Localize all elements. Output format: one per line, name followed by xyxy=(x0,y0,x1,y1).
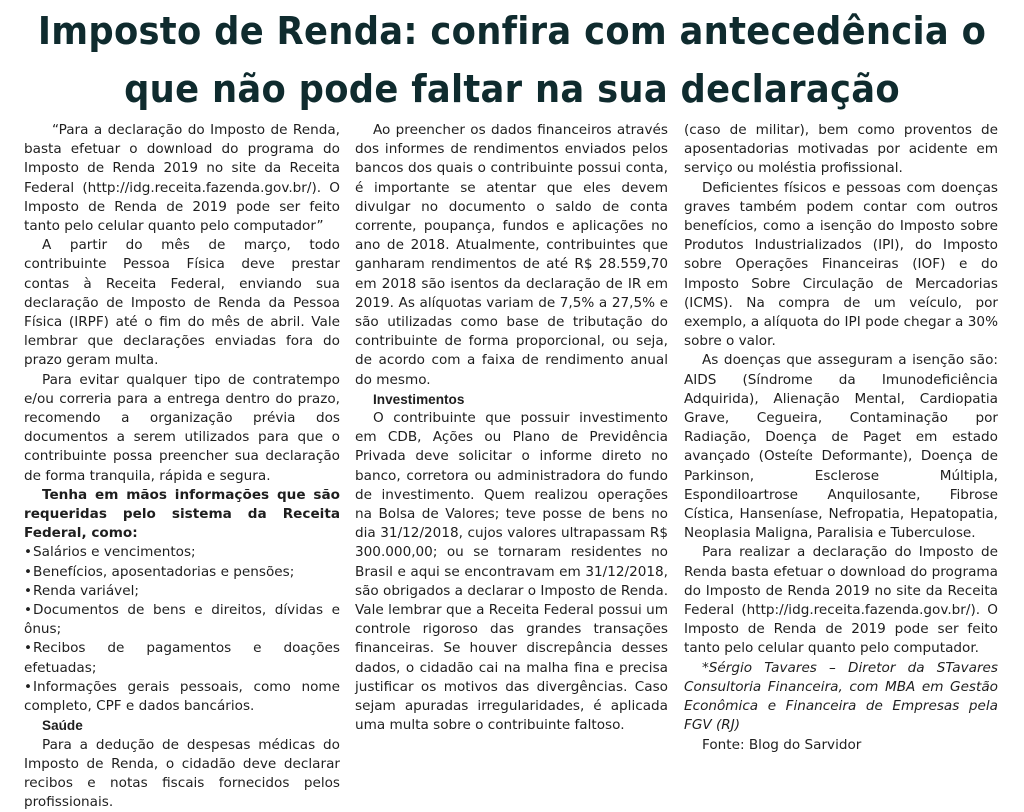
paragraph: A partir do mês de março, todo contribuinte Pessoa Física deve prestar contas à Receita Federal, enviando sua declaração de Imposto de Renda da Pessoa Física (IRPF) até o fim do mês de abril. Vale lembrar que declarações enviadas fora do prazo geram multa. xyxy=(24,236,340,370)
paragraph: Para a dedução de despesas médicas do Imposto de Renda, o cidadão deve declarar recibos e notas fiscais fornecidos pelos profissionais. xyxy=(24,736,340,812)
list-lead: Tenha em mãos informações que são requeridas pelo sistema da Receita Federal, como: xyxy=(24,486,340,544)
bullet-icon: • xyxy=(24,639,33,658)
section-heading-saude: Saúde xyxy=(24,716,340,735)
paragraph: Ao preencher os dados financeiros através dos informes de rendimentos enviados pelos bancos dos quais o contribuinte possui conta, é importante se atentar que eles devem divulgar no documento o saldo de conta corrente, poupança, fundos e aplicações no ano de 2018. Atualmente, contribuintes que ganharam rendimentos de até R$ 28.559,70 em 2018 são isentos da declaração de IR em 2019. As alíquotas variam de 7,5% a 27,5% e são utilizadas como base de tributação do contribuinte de forma proporcional, ou seja, de acordo com a faixa de rendimento anual do mesmo. xyxy=(355,121,668,390)
list-item xyxy=(24,601,340,639)
paragraph: As doenças que asseguram a isenção são: AIDS (Síndrome da Imunodeficiência Adquirida), Alienação Mental, Cardiopatia Grave, Cegueira, Contaminação por Radiação, Doença de Paget em estado avançado (Osteíte Deformante), Doença de Parkinson, Esclerose Múltipla, Espondiloartrose Anquilosante, Fibrose Cística, Hanseníase, Nefropatia, Hepatopatia, Neoplasia Maligna, Paralisia e Tuberculose. xyxy=(684,351,998,543)
article-column-1 xyxy=(24,121,340,750)
article-column-3 xyxy=(684,121,998,750)
paragraph: Deficientes físicos e pessoas com doenças graves também podem contar com outros benefícios, como a isenção do Imposto sobre Produtos Industrializados (IPI), do Imposto sobre Operações Financeiras (IOF) e do Imposto Sobre Circulação de Mercadorias (ICMS). Na compra de um veículo, por exemplo, a alíquota do IPI pode chegar a 30% sobre o valor. xyxy=(684,179,998,352)
headline-line-1: Imposto de Renda: confira com antecedência o xyxy=(36,2,988,60)
paragraph: Para evitar qualquer tipo de contratempo e/ou correria para a entrega dentro do prazo, recomendo a organização prévia dos documentos a serem utilizados para que o contribuinte possa preencher sua declaração de forma tranquila, rápida e segura. xyxy=(24,371,340,486)
list-item xyxy=(24,563,340,582)
section-heading-investimentos: Investimentos xyxy=(355,390,668,409)
list-item-text: Benefícios, aposentadorias e pensões; xyxy=(33,564,294,580)
pull-quote: “Para a declaração do Imposto de Renda, basta efetuar o download do programa do Imposto de Renda 2019 no site da Receita Federal (http://idg.receita.fazenda.gov.br/). O Imposto de Renda de 2019 pode ser feito tanto pelo celular quanto pelo computador” xyxy=(24,121,340,236)
requirements-list xyxy=(24,543,340,716)
paragraph: Para realizar a declaração do Imposto de Renda basta efetuar o download do programa do Imposto de Renda 2019 no site da Receita Federal (http://idg.receita.fazenda.gov.br/). O Imposto de Renda de 2019 pode ser feito tanto pelo celular quanto pelo computador. xyxy=(684,543,998,658)
bullet-icon: • xyxy=(24,563,33,582)
bullet-icon: • xyxy=(24,582,33,601)
list-item-text: Recibos de pagamentos e doações efetuadas; xyxy=(24,640,340,675)
article-headline xyxy=(0,2,1024,118)
paragraph-continued: (caso de militar), bem como proventos de aposentadorias motivadas por acidente em serviço ou moléstia profissional. xyxy=(684,121,998,179)
source-credit: Fonte: Blog do Sarvidor xyxy=(684,736,998,755)
list-item-text: Informações gerais pessoais, como nome completo, CPF e dados bancários. xyxy=(24,679,340,714)
list-item-text: Salários e vencimentos; xyxy=(33,544,196,560)
list-item xyxy=(24,639,340,677)
article-column-2 xyxy=(355,121,668,750)
list-item xyxy=(24,543,340,562)
list-item-text: Documentos de bens e direitos, dívidas e ônus; xyxy=(24,602,340,637)
author-signature: *Sérgio Tavares – Diretor da STavares Consultoria Financeira, com MBA em Gestão Econômica e Financeira de Empresas pela FGV (RJ) xyxy=(684,659,998,736)
bullet-icon: • xyxy=(24,678,33,697)
bullet-icon: • xyxy=(24,543,33,562)
list-item-text: Renda variável; xyxy=(33,583,139,599)
list-item xyxy=(24,582,340,601)
bullet-icon: • xyxy=(24,601,33,620)
list-item xyxy=(24,678,340,716)
headline-line-2: que não pode faltar na sua declaração xyxy=(36,60,988,118)
paragraph: O contribuinte que possuir investimento em CDB, Ações ou Plano de Previdência Privada deve solicitar o informe direto no banco, corretora ou administradora do fundo de investimento. Quem realizou operações na Bolsa de Valores; teve posse de bens no dia 31/12/2018, cujos valores ultrapassam R$ 300.000,00; ou se tornaram residentes no Brasil e aqui se encontravam em 31/12/2018, são obrigados a declarar o Imposto de Renda. Vale lembrar que a Receita Federal possui um controle rigoroso das grandes transações financeiras. Se houver discrepância desses dados, o cidadão cai na malha fina e precisa justificar os motivos das divergências. Caso sejam apuradas irregularidades, é aplicada uma multa sobre o contribuinte faltoso. xyxy=(355,409,668,735)
